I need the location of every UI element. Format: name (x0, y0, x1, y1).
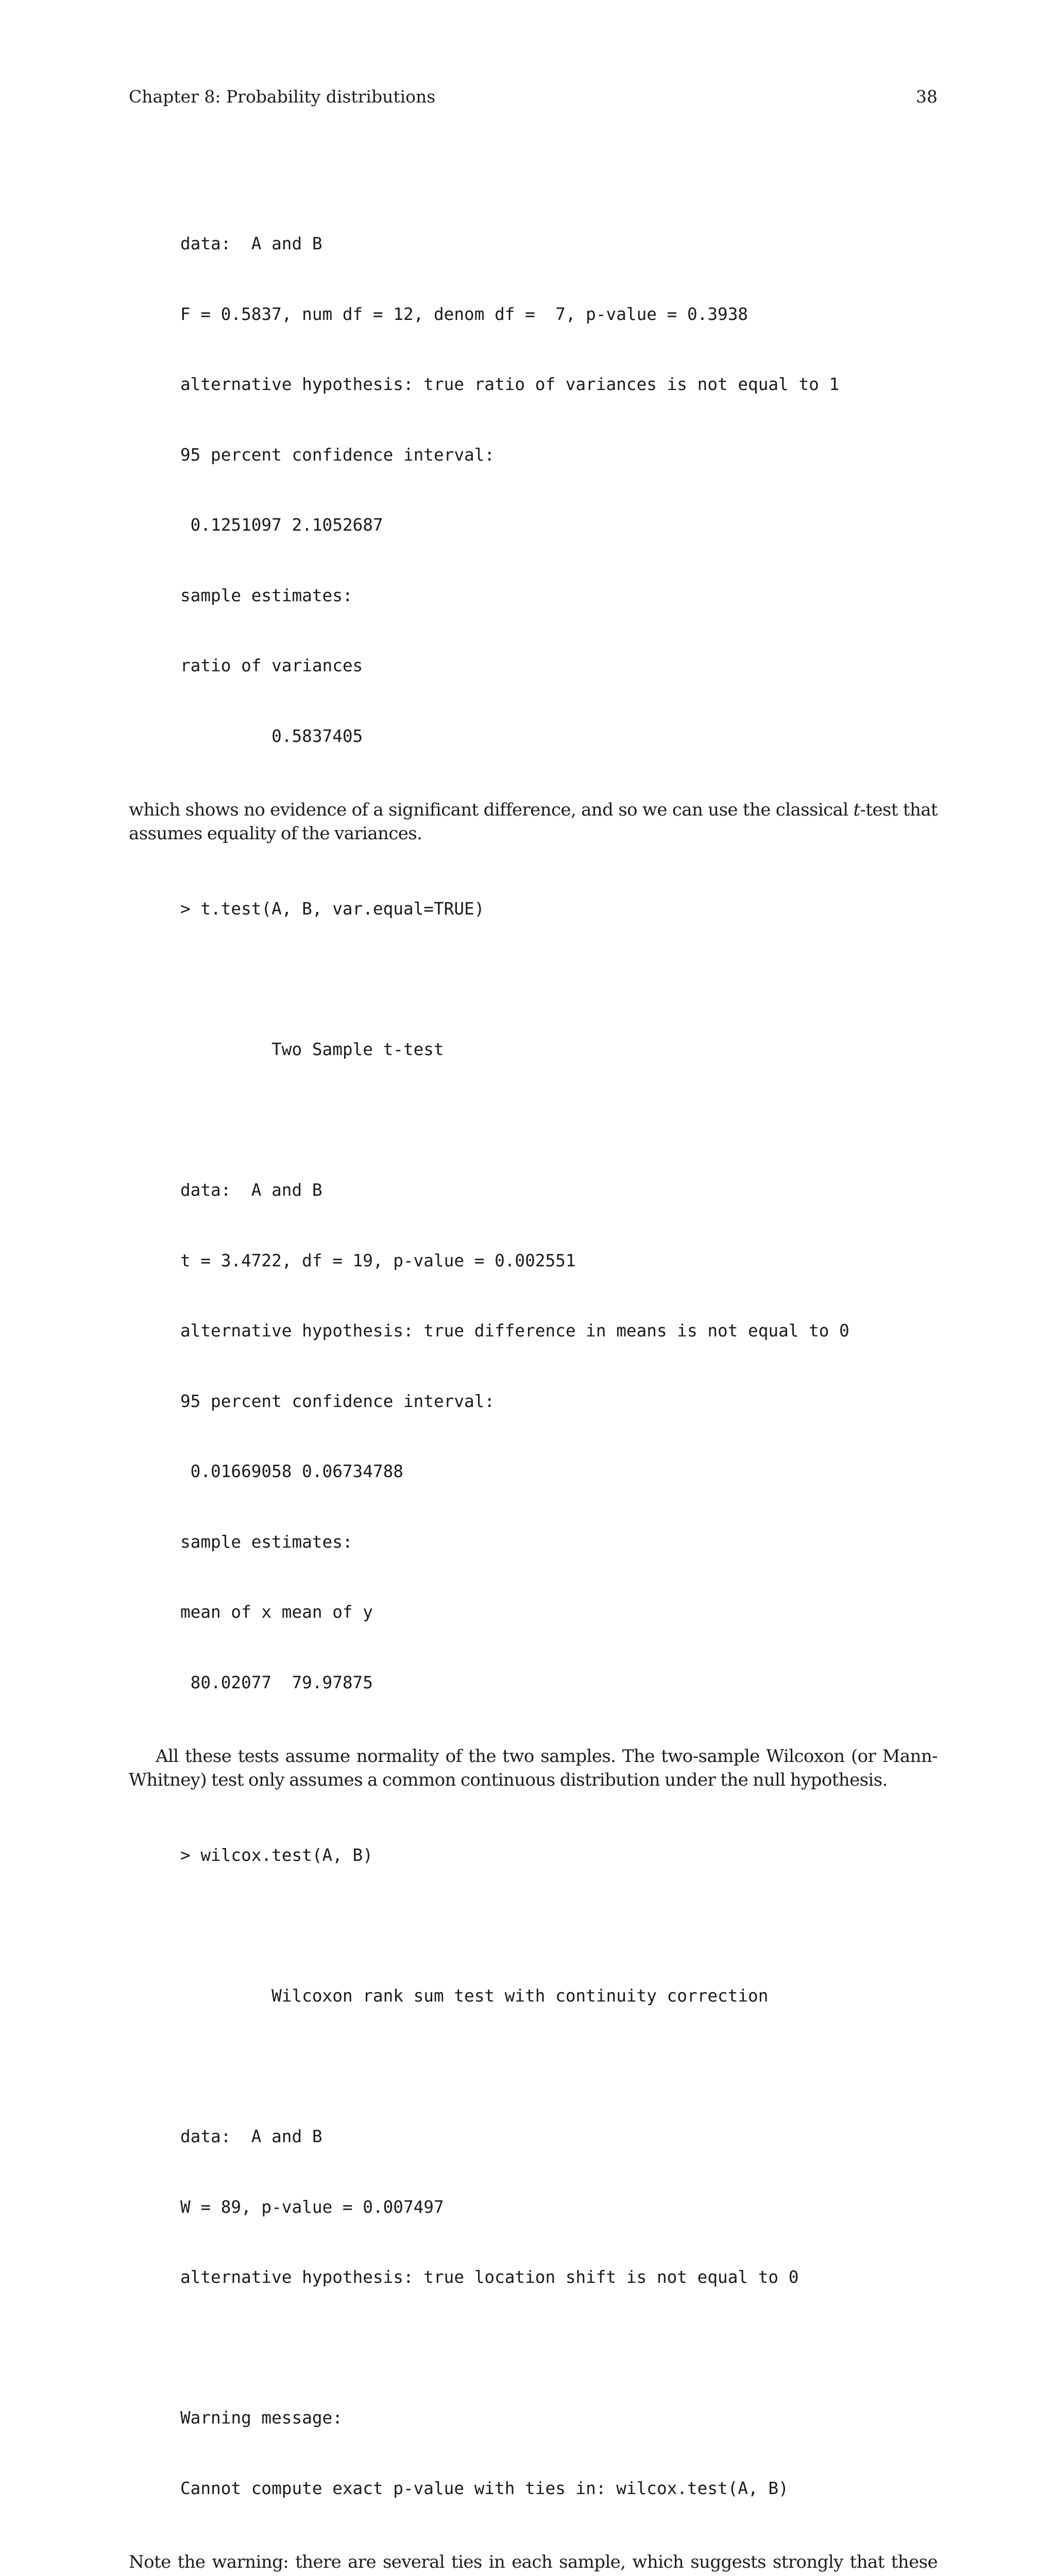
code-line: 0.01669058 0.06734788 (180, 1462, 403, 1481)
wilcox-test-block (180, 1797, 938, 2547)
code-line (180, 968, 938, 992)
running-header (129, 82, 938, 111)
code-line (180, 2055, 938, 2079)
code-line: mean of x mean of y (180, 1602, 373, 1622)
code-line: 0.1251097 2.1052687 (180, 515, 383, 535)
code-line: alternative hypothesis: true location shift is not equal to 0 (180, 2267, 799, 2287)
paragraph-warning-note: Note the warning: there are several ties in each sample, which suggests strongly that these (129, 2552, 938, 2572)
code-line: 0.5837405 (180, 726, 363, 746)
code-line: data: A and B (180, 1180, 322, 1200)
code-line: Cannot compute exact p-value with ties in: wilcox.test(A, B) (180, 2478, 789, 2498)
code-line: Two Sample t-test (180, 1040, 444, 1059)
code-line: Wilcoxon rank sum test with continuity correction (180, 1986, 769, 2006)
code-line: data: A and B (180, 2127, 322, 2146)
code-line: ratio of variances (180, 656, 363, 675)
chapter-title: Chapter 8: Probability distributions (129, 87, 436, 107)
code-line: 95 percent confidence interval: (180, 445, 495, 465)
code-line: F = 0.5837, num df = 12, denom df = 7, p-value = 0.3938 (180, 304, 748, 324)
var-test-output (180, 185, 938, 795)
code-line: Warning message: (180, 2408, 343, 2428)
page-number: 38 (916, 87, 938, 107)
code-line: sample estimates: (180, 1532, 353, 1552)
code-line: t = 3.4722, df = 19, p-value = 0.002551 (180, 1250, 576, 1270)
code-line: 80.02077 79.97875 (180, 1672, 373, 1692)
paragraph-normality: All these tests assume normality of the two samples. The two-sample Wilcoxon (or Mann-Whitney) test only assumes a common continuous distribution under the null hypothesis. (129, 1746, 938, 1790)
code-line: data: A and B (180, 234, 322, 253)
code-line: > wilcox.test(A, B) (180, 1845, 373, 1865)
code-line: alternative hypothesis: true ratio of variances is not equal to 1 (180, 375, 840, 394)
paragraph-variance-conclusion (129, 798, 938, 845)
code-line: alternative hypothesis: true difference in means is not equal to 0 (180, 1321, 849, 1341)
text-run: -test that assumes equality of the variances. (129, 800, 938, 844)
code-line (180, 1109, 938, 1132)
italic-t: t (853, 800, 860, 820)
code-line: > t.test(A, B, var.equal=TRUE) (180, 899, 485, 919)
text-run: which shows no evidence of a significant difference, and so we can use the classical (129, 800, 854, 820)
t-test-block (180, 851, 938, 1741)
code-line: sample estimates: (180, 585, 353, 605)
code-line: W = 89, p-value = 0.007497 (180, 2197, 444, 2217)
page-body (129, 185, 938, 2576)
code-line (180, 2336, 938, 2360)
code-line (180, 1914, 938, 1938)
code-line: 95 percent confidence interval: (180, 1391, 495, 1411)
